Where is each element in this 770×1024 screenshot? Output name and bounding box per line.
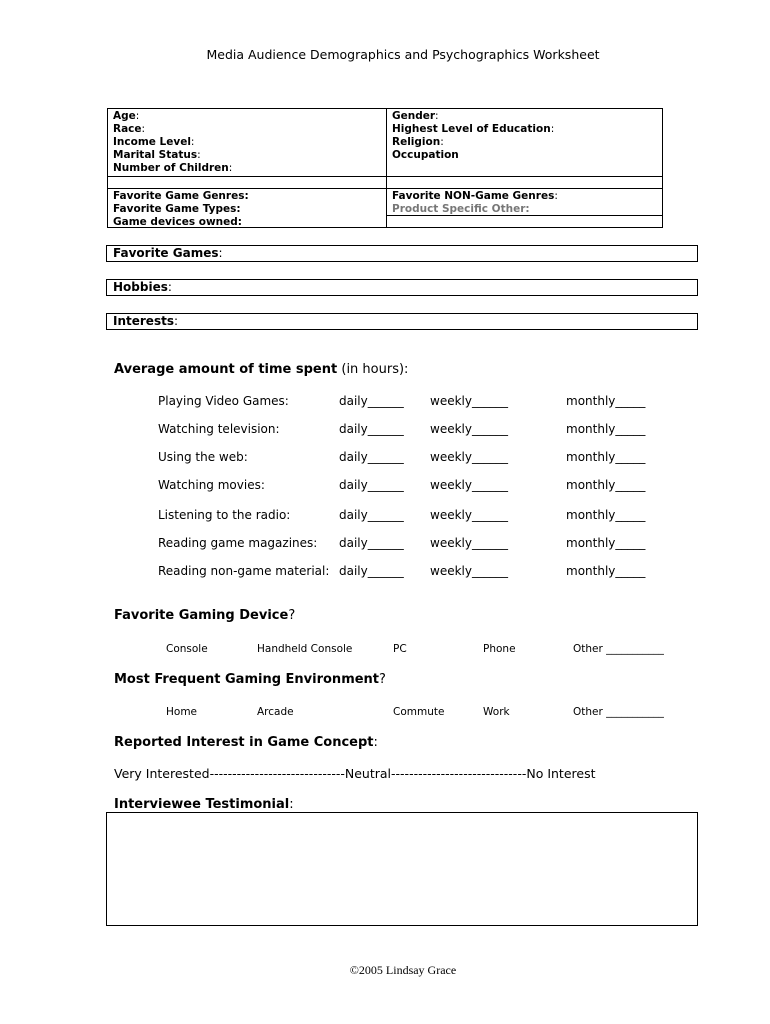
daily-field[interactable]: daily______ bbox=[339, 394, 404, 408]
daily-field[interactable]: daily______ bbox=[339, 450, 404, 464]
daily-field[interactable]: daily______ bbox=[339, 536, 404, 550]
field-number-of-children[interactable]: Number of Children: bbox=[113, 162, 233, 174]
page-title: Media Audience Demographics and Psychographics Worksheet bbox=[206, 47, 600, 62]
device-option-handheld-console[interactable]: Handheld Console bbox=[257, 643, 353, 655]
copyright-footer: ©2005 Lindsay Grace bbox=[349, 963, 457, 977]
demographics-table bbox=[107, 108, 663, 228]
table-divider bbox=[386, 109, 387, 227]
monthly-field[interactable]: monthly_____ bbox=[566, 564, 646, 578]
weekly-field[interactable]: weekly______ bbox=[430, 394, 508, 408]
field-religion[interactable]: Religion: bbox=[392, 136, 444, 148]
activity-label: Watching movies: bbox=[158, 478, 265, 492]
testimonial-textbox[interactable] bbox=[106, 812, 698, 926]
hobbies-field[interactable]: Hobbies: bbox=[106, 279, 698, 296]
environment-option-other[interactable]: Other ___________ bbox=[573, 706, 664, 718]
environment-option-commute[interactable]: Commute bbox=[393, 706, 445, 718]
daily-field[interactable]: daily______ bbox=[339, 478, 404, 492]
favorite-games-field[interactable]: Favorite Games: bbox=[106, 245, 698, 262]
monthly-field[interactable]: monthly_____ bbox=[566, 394, 646, 408]
activity-label: Watching television: bbox=[158, 422, 280, 436]
field-product-specific-other[interactable]: Product Specific Other: bbox=[392, 203, 530, 215]
field-favorite-game-types[interactable]: Favorite Game Types: bbox=[113, 203, 241, 215]
interest-heading: Reported Interest in Game Concept: bbox=[114, 735, 378, 750]
activity-label: Reading game magazines: bbox=[158, 536, 318, 550]
time-spent-heading: Average amount of time spent (in hours): bbox=[114, 362, 409, 377]
testimonial-heading: Interviewee Testimonial: bbox=[114, 797, 294, 812]
field-marital-status[interactable]: Marital Status: bbox=[113, 149, 201, 161]
activity-label: Playing Video Games: bbox=[158, 394, 289, 408]
environment-heading: Most Frequent Gaming Environment? bbox=[114, 672, 386, 687]
field-game-devices-owned[interactable]: Game devices owned: bbox=[113, 216, 242, 228]
field-education[interactable]: Highest Level of Education: bbox=[392, 123, 555, 135]
field-income-level[interactable]: Income Level: bbox=[113, 136, 195, 148]
device-option-phone[interactable]: Phone bbox=[483, 643, 516, 655]
weekly-field[interactable]: weekly______ bbox=[430, 508, 508, 522]
interests-field[interactable]: Interests: bbox=[106, 313, 698, 330]
weekly-field[interactable]: weekly______ bbox=[430, 536, 508, 550]
weekly-field[interactable]: weekly______ bbox=[430, 450, 508, 464]
monthly-field[interactable]: monthly_____ bbox=[566, 536, 646, 550]
monthly-field[interactable]: monthly_____ bbox=[566, 422, 646, 436]
device-option-other[interactable]: Other ___________ bbox=[573, 643, 664, 655]
device-option-pc[interactable]: PC bbox=[393, 643, 407, 655]
field-favorite-non-game-genres[interactable]: Favorite NON-Game Genres: bbox=[392, 190, 558, 202]
field-race[interactable]: Race: bbox=[113, 123, 146, 135]
device-option-console[interactable]: Console bbox=[166, 643, 208, 655]
field-favorite-game-genres[interactable]: Favorite Game Genres: bbox=[113, 190, 249, 202]
daily-field[interactable]: daily______ bbox=[339, 564, 404, 578]
field-occupation[interactable]: Occupation bbox=[392, 149, 459, 161]
table-divider bbox=[108, 188, 662, 189]
environment-option-home[interactable]: Home bbox=[166, 706, 198, 718]
weekly-field[interactable]: weekly______ bbox=[430, 478, 508, 492]
activity-label: Using the web: bbox=[158, 450, 248, 464]
environment-option-work[interactable]: Work bbox=[483, 706, 510, 718]
activity-label: Listening to the radio: bbox=[158, 508, 291, 522]
weekly-field[interactable]: weekly______ bbox=[430, 422, 508, 436]
environment-option-arcade[interactable]: Arcade bbox=[257, 706, 294, 718]
daily-field[interactable]: daily______ bbox=[339, 422, 404, 436]
monthly-field[interactable]: monthly_____ bbox=[566, 478, 646, 492]
field-gender[interactable]: Gender: bbox=[392, 110, 439, 122]
favorite-device-heading: Favorite Gaming Device? bbox=[114, 608, 296, 623]
interest-scale[interactable]: Very Interested------------------------------Neutral------------------------------No Interest bbox=[114, 766, 596, 781]
monthly-field[interactable]: monthly_____ bbox=[566, 450, 646, 464]
activity-label: Reading non-game material: bbox=[158, 564, 330, 578]
field-age[interactable]: Age: bbox=[113, 110, 140, 122]
table-divider bbox=[108, 176, 662, 177]
weekly-field[interactable]: weekly______ bbox=[430, 564, 508, 578]
monthly-field[interactable]: monthly_____ bbox=[566, 508, 646, 522]
daily-field[interactable]: daily______ bbox=[339, 508, 404, 522]
